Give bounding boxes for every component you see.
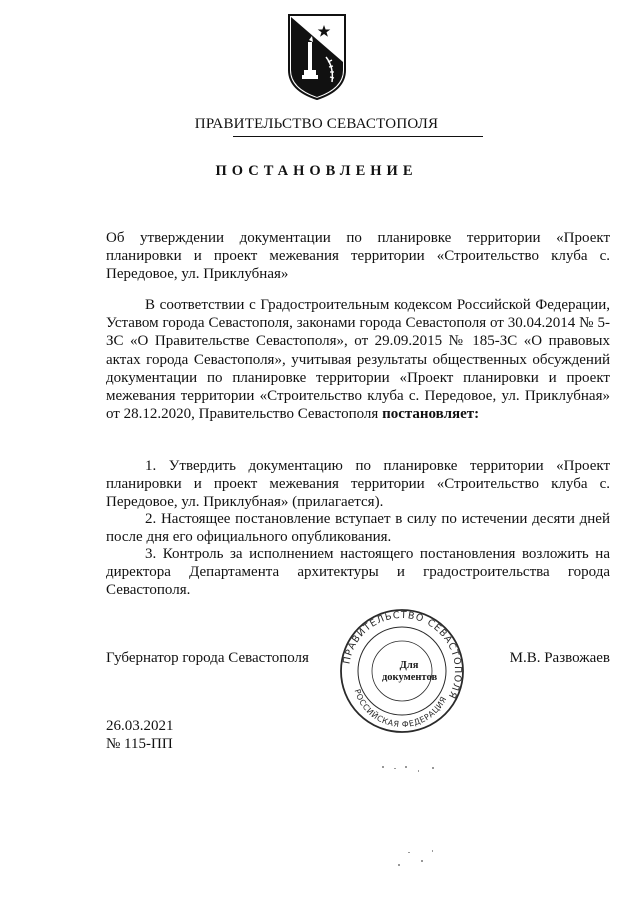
decree-preamble (106, 296, 610, 423)
seal-center-line-2: документов (382, 672, 438, 683)
document-date: 26.03.2021 (106, 718, 174, 734)
header-divider (233, 136, 483, 137)
government-name: ПРАВИТЕЛЬСТВО СЕВАСТОПОЛЯ (194, 116, 439, 132)
sevastopol-coat-of-arms-emblem (286, 12, 348, 102)
decree-word: постановляет: (382, 406, 480, 423)
seal-center-line-1: Для (399, 660, 419, 671)
scan-speck (405, 766, 407, 768)
preamble-text: В соответствии с Градостроительным кодексом Российской Федерации, Уставом города Севастополя, законами города Севастополя от 30.04.2014 № 5-ЗС «О Правительстве Севастополя», от 29.09.2015 № 185-ЗС «О правовых актах города Севастополя», учитывая результаты общественных обсуждений документации по планировке территории «Проект планировки и проект межевания территории «Строительство клуба с. Передовое, ул. Приклубная» от 28.12.2020, Правительство Севастополя (106, 297, 610, 423)
scan-speck (432, 767, 434, 769)
scan-speck (421, 860, 423, 862)
scan-speck (394, 768, 396, 769)
seal-center-text (382, 660, 436, 684)
svg-text:ПРАВИТЕЛЬСТВО СЕВАСТОПОЛЯ (341, 610, 463, 701)
scan-speck (418, 770, 419, 772)
document-number: № 115-ПП (106, 736, 173, 752)
signatory-position: Губернатор города Севастополя (106, 650, 309, 666)
decree-item-3: 3. Контроль за исполнением настоящего постановления возложить на директора Департамента архитектуры и градостроительства города Севастополя. (106, 546, 610, 599)
signatory-name: М.В. Развожаев (509, 650, 610, 666)
scan-speck (408, 852, 410, 853)
scan-speck (398, 864, 400, 866)
seal-outer-text: ПРАВИТЕЛЬСТВО СЕВАСТОПОЛЯ (341, 609, 464, 701)
document-type-title: ПОСТАНОВЛЕНИЕ (215, 163, 418, 179)
decree-item-1: 1. Утвердить документацию по планировке территории «Проект планировки и проект межевания территории «Строительство клуба с. Передовое, ул. Приклубная» (прилагается). (106, 458, 610, 511)
seal-bottom-text: РОССИЙСКАЯ ФЕДЕРАЦИЯ (352, 688, 449, 730)
decree-subject: Об утверждении документации по планировке территории «Проект планировки и проект межевания территории «Строительство клуба с. Передовое, ул. Приклубная» (106, 230, 610, 283)
scan-speck (432, 850, 433, 852)
scan-speck (382, 766, 384, 768)
decree-item-2: 2. Настоящее постановление вступает в силу по истечении десяти дней после дня его официального опубликования. (106, 511, 610, 546)
